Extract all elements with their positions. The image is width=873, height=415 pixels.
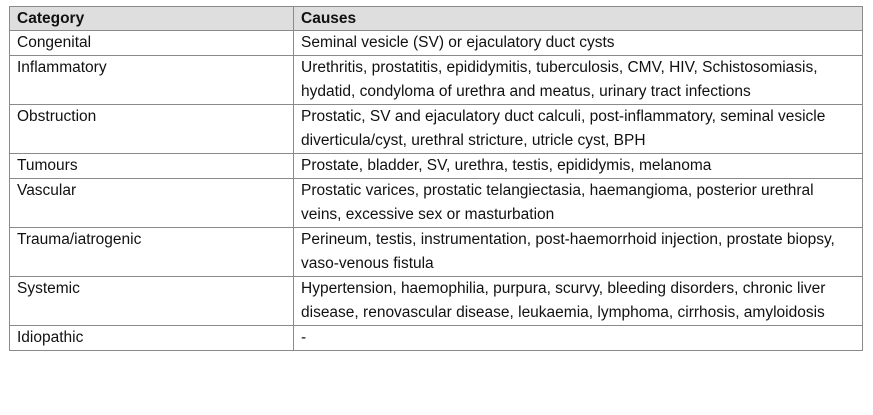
table-row — [10, 179, 863, 228]
causes-cell: Prostate, bladder, SV, urethra, testis, epididymis, melanoma — [294, 154, 863, 179]
causes-table — [9, 6, 863, 351]
category-cell: Idiopathic — [10, 326, 294, 351]
table-row — [10, 56, 863, 105]
table-row — [10, 31, 863, 56]
header-row — [10, 7, 863, 31]
causes-cell: Perineum, testis, instrumentation, post-haemorrhoid injection, prostate biopsy, vaso-venous fistula — [294, 228, 863, 277]
table-row — [10, 277, 863, 326]
category-cell: Vascular — [10, 179, 294, 228]
causes-cell: Urethritis, prostatitis, epididymitis, tuberculosis, CMV, HIV, Schistosomiasis, hydatid, condyloma of urethra and meatus, urinary tract infections — [294, 56, 863, 105]
table-row — [10, 228, 863, 277]
category-cell: Congenital — [10, 31, 294, 56]
causes-cell: Prostatic, SV and ejaculatory duct calculi, post-inflammatory, seminal vesicle diverticula/cyst, urethral stricture, utricle cyst, BPH — [294, 105, 863, 154]
table-row — [10, 105, 863, 154]
table-row — [10, 154, 863, 179]
header-causes: Causes — [294, 7, 863, 31]
category-cell: Trauma/iatrogenic — [10, 228, 294, 277]
causes-cell: Hypertension, haemophilia, purpura, scurvy, bleeding disorders, chronic liver disease, renovascular disease, leukaemia, lymphoma, cirrhosis, amyloidosis — [294, 277, 863, 326]
causes-cell: - — [294, 326, 863, 351]
category-cell: Obstruction — [10, 105, 294, 154]
causes-cell: Seminal vesicle (SV) or ejaculatory duct cysts — [294, 31, 863, 56]
category-cell: Inflammatory — [10, 56, 294, 105]
table-row — [10, 326, 863, 351]
category-cell: Tumours — [10, 154, 294, 179]
header-category: Category — [10, 7, 294, 31]
category-cell: Systemic — [10, 277, 294, 326]
causes-cell: Prostatic varices, prostatic telangiectasia, haemangioma, posterior urethral veins, excessive sex or masturbation — [294, 179, 863, 228]
